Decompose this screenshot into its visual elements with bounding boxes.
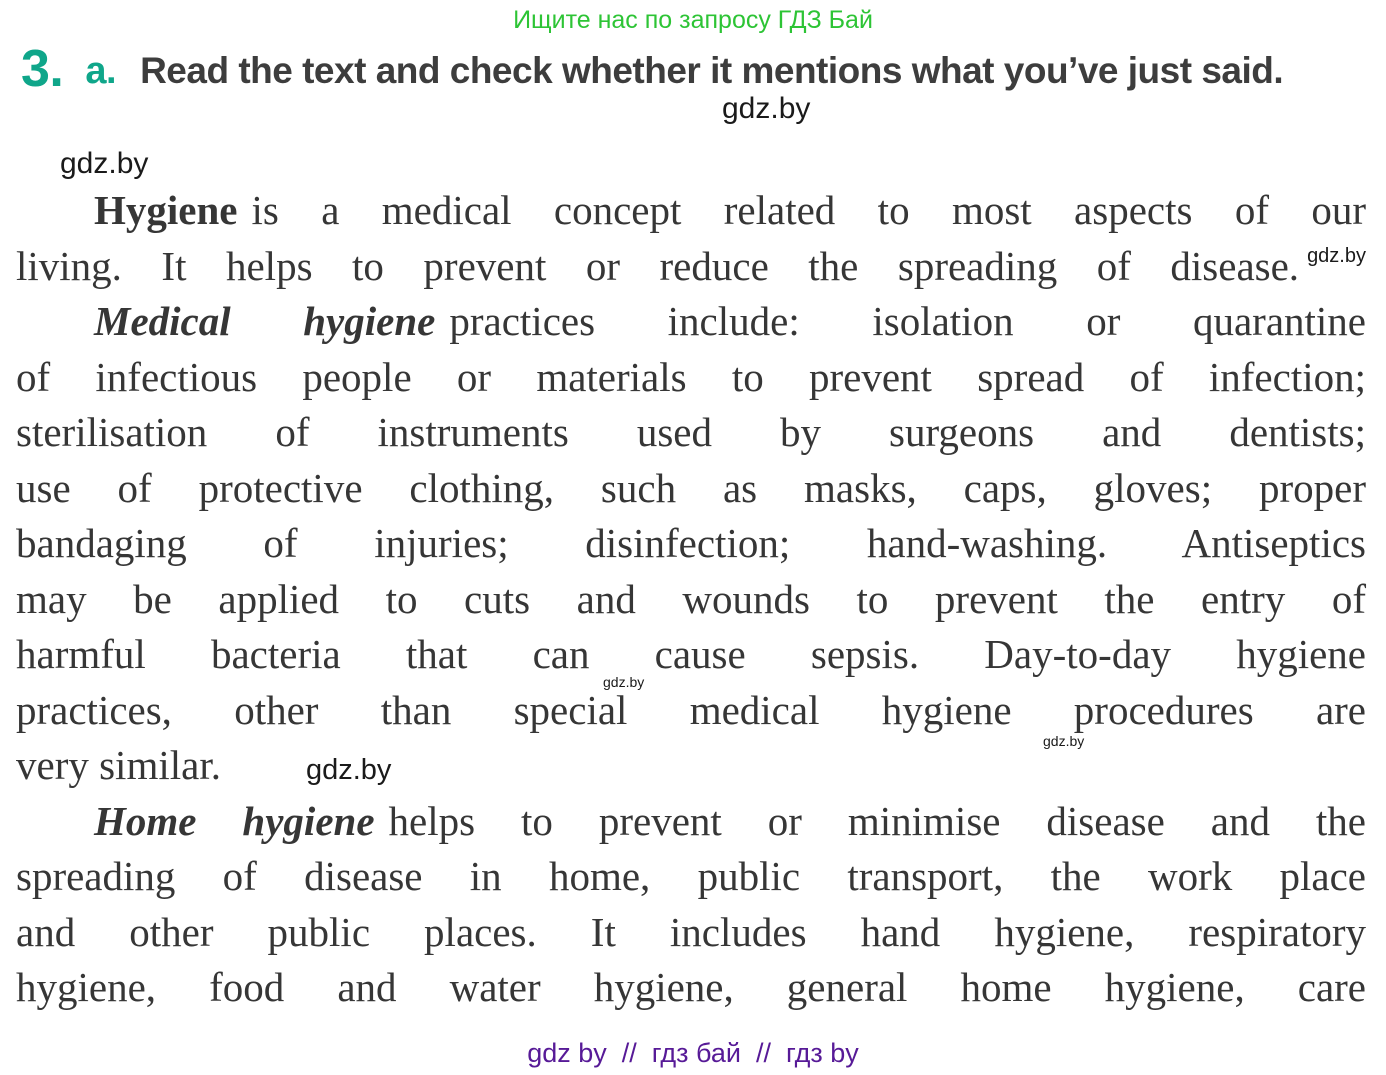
text-line (16, 461, 1366, 517)
line-text: practices, other than special medical hygiene procedures are (16, 686, 1366, 733)
text-line (16, 516, 1366, 572)
text-line (16, 905, 1366, 961)
top-banner-text: Ищите нас по запросу ГДЗ Бай (513, 6, 873, 34)
text-line (16, 350, 1366, 406)
text-line (16, 294, 1366, 350)
line-text: spreading of disease in home, public transport, the work place (16, 853, 1366, 899)
line-lead: Hygiene (94, 187, 238, 233)
text-line (16, 627, 1366, 683)
watermark-inline: gdz.by (305, 754, 392, 786)
text-line (16, 239, 1366, 295)
watermark-tiny-1: gdz.by (603, 674, 645, 690)
text-line (16, 849, 1366, 905)
line-text: helps to prevent or minimise disease and the (388, 797, 1366, 844)
line-text: may be applied to cuts and wounds to prevent the entry of (16, 575, 1366, 622)
exercise-instruction: Read the text and check whether it mentions what you’ve just said. (140, 50, 1284, 91)
text-line (16, 405, 1366, 461)
watermark-tiny-2: gdz.by (1043, 733, 1085, 749)
line-lead: Medical hygiene (94, 298, 436, 344)
watermark-center: gdz.by (722, 92, 811, 125)
line-text: is a medical concept related to most aspects of our (251, 187, 1366, 233)
line-lead: Home hygiene (94, 797, 375, 844)
exercise-letter: a. (85, 50, 117, 92)
line-text: of infectious people or materials to prevent spread of infection; (16, 353, 1366, 400)
paragraph-home-hygiene (16, 794, 1366, 1016)
text-line (16, 183, 1366, 239)
text-line (16, 738, 1366, 794)
line-text: and other public places. It includes hand hygiene, respiratory (16, 908, 1366, 955)
line-text: living. It helps to prevent or reduce the spreading of disease. (16, 242, 1300, 289)
exercise-number: 3. (21, 40, 64, 98)
line-text: bandaging of injuries; disinfection; hand-washing. Antiseptics (16, 520, 1366, 566)
paragraph-hygiene (16, 183, 1366, 294)
text-line (16, 683, 1366, 739)
watermark-superscript: gdz.by (1307, 244, 1366, 267)
line-text: practices include: isolation or quarantine (449, 298, 1366, 344)
text-line (16, 794, 1366, 850)
text-line (16, 572, 1366, 628)
exercise-heading (21, 42, 1372, 106)
line-text: use of protective clothing, such as masks, caps, gloves; proper (16, 464, 1366, 511)
page-footer: gdz by // гдз бай // гдз by (527, 1038, 859, 1068)
line-text: harmful bacteria that can cause sepsis. Day-to-day hygiene (16, 631, 1366, 677)
line-text: sterilisation of instruments used by surgeons and dentists; (16, 409, 1366, 455)
line-text: hygiene, food and water hygiene, general home hygiene, care (16, 964, 1366, 1010)
line-text: very similar. (16, 742, 221, 788)
text-line (16, 960, 1366, 1016)
paragraph-medical-hygiene (16, 294, 1366, 794)
reading-text (16, 183, 1366, 1016)
watermark-left: gdz.by (60, 147, 149, 180)
